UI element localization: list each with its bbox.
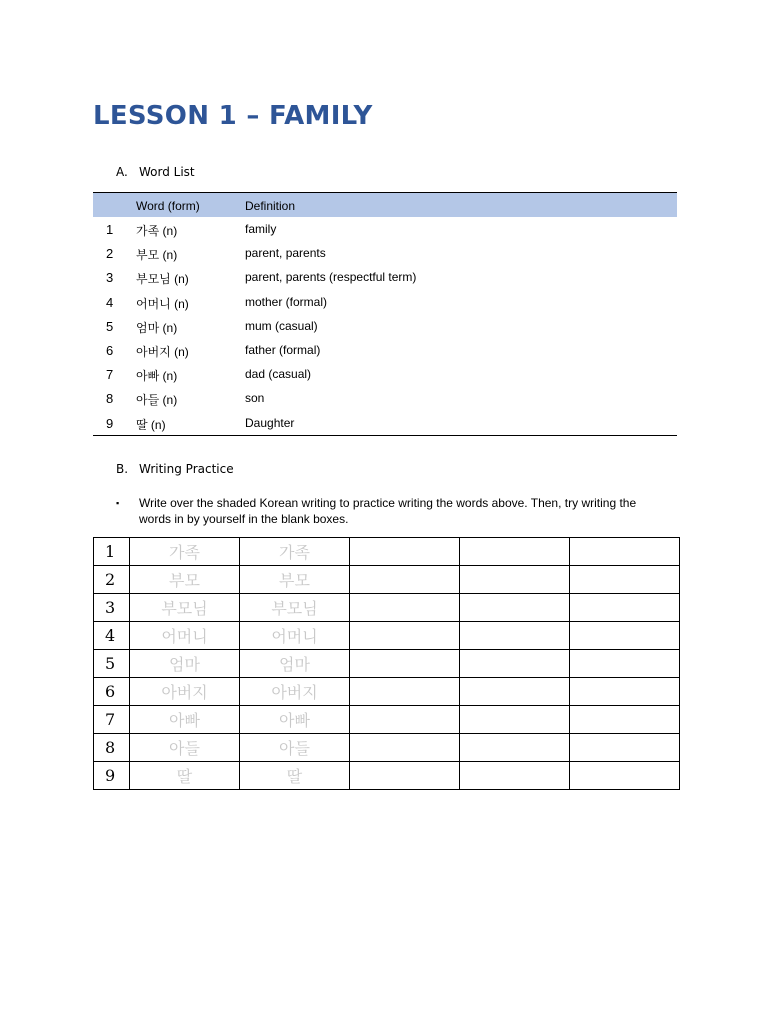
section-b-heading (116, 462, 234, 476)
practice-row (94, 734, 680, 762)
word-row-number: 5 (106, 318, 114, 334)
practice-row-number: 3 (94, 594, 130, 622)
word-row-word: 아들 (n) (136, 393, 178, 408)
blank-writing-cell[interactable] (460, 566, 570, 594)
blank-writing-cell[interactable] (570, 622, 680, 650)
practice-row-number: 4 (94, 622, 130, 650)
blank-writing-cell[interactable] (350, 734, 460, 762)
trace-word-cell[interactable]: 부모님 (130, 594, 240, 622)
word-table-row (93, 265, 677, 289)
blank-writing-cell[interactable] (460, 622, 570, 650)
word-row-definition: mum (casual) (245, 318, 318, 333)
practice-row-number: 7 (94, 706, 130, 734)
word-table-row (93, 338, 677, 362)
blank-writing-cell[interactable] (350, 762, 460, 790)
blank-writing-cell[interactable] (350, 706, 460, 734)
section-a-letter: A. (116, 165, 128, 179)
word-row-word: 부모님 (n) (136, 272, 189, 287)
word-row-word: 아버지 (n) (136, 344, 189, 359)
word-row-word: 아빠 (n) (136, 369, 178, 384)
word-row-definition: parent, parents (respectful term) (245, 270, 417, 285)
word-row-definition: son (245, 391, 265, 406)
blank-writing-cell[interactable] (460, 650, 570, 678)
trace-word-cell[interactable]: 엄마 (240, 650, 350, 678)
word-row-definition: mother (formal) (245, 294, 328, 309)
word-row-number: 7 (106, 367, 114, 383)
blank-writing-cell[interactable] (350, 678, 460, 706)
trace-word-cell[interactable]: 아버지 (130, 678, 240, 706)
word-row-word: 부모 (n) (136, 248, 178, 263)
section-a-heading (116, 165, 195, 179)
word-table-header (93, 193, 677, 217)
blank-writing-cell[interactable] (570, 538, 680, 566)
practice-row (94, 622, 680, 650)
trace-word-cell[interactable]: 가족 (130, 538, 240, 566)
blank-writing-cell[interactable] (570, 706, 680, 734)
blank-writing-cell[interactable] (570, 678, 680, 706)
blank-writing-cell[interactable] (460, 678, 570, 706)
blank-writing-cell[interactable] (460, 594, 570, 622)
blank-writing-cell[interactable] (570, 566, 680, 594)
blank-writing-cell[interactable] (350, 650, 460, 678)
word-table-row (93, 241, 677, 265)
word-row-number: 3 (106, 270, 114, 286)
trace-word-cell[interactable]: 딸 (240, 762, 350, 790)
blank-writing-cell[interactable] (570, 762, 680, 790)
section-b-letter: B. (116, 462, 129, 476)
word-row-definition: family (245, 222, 277, 236)
practice-row-number: 8 (94, 734, 130, 762)
word-row-number: 8 (106, 391, 114, 407)
word-row-word: 가족 (n) (136, 224, 178, 238)
word-row-word: 엄마 (n) (136, 320, 178, 335)
blank-writing-cell[interactable] (460, 762, 570, 790)
practice-row (94, 650, 680, 678)
word-table-row (93, 290, 677, 314)
practice-row-number: 6 (94, 678, 130, 706)
trace-word-cell[interactable]: 딸 (130, 762, 240, 790)
word-row-number: 1 (106, 222, 114, 237)
trace-word-cell[interactable]: 엄마 (130, 650, 240, 678)
word-row-number: 9 (106, 415, 114, 431)
section-a-title: Word List (139, 165, 195, 179)
page-title: LESSON 1 – FAMILY (93, 101, 373, 131)
word-table-row (93, 314, 677, 338)
blank-writing-cell[interactable] (570, 734, 680, 762)
header-word-form: Word (form) (136, 199, 200, 213)
practice-row (94, 678, 680, 706)
word-row-definition: dad (casual) (245, 367, 312, 382)
word-row-number: 2 (106, 246, 114, 262)
trace-word-cell[interactable]: 아들 (240, 734, 350, 762)
practice-row (94, 538, 680, 566)
trace-word-cell[interactable]: 아빠 (240, 706, 350, 734)
word-list-table (93, 192, 677, 436)
trace-word-cell[interactable]: 부모님 (240, 594, 350, 622)
blank-writing-cell[interactable] (350, 622, 460, 650)
trace-word-cell[interactable]: 아버지 (240, 678, 350, 706)
practice-row (94, 762, 680, 790)
trace-word-cell[interactable]: 아빠 (130, 706, 240, 734)
practice-row-number: 1 (94, 538, 130, 566)
blank-writing-cell[interactable] (350, 594, 460, 622)
blank-writing-cell[interactable] (460, 706, 570, 734)
word-row-word: 딸 (n) (136, 417, 166, 432)
blank-writing-cell[interactable] (570, 650, 680, 678)
instruction-bullet (116, 495, 656, 527)
instruction-text: Write over the shaded Korean writing to practice writing the words above. Then, try writing the words in by yourself in the blank boxes. (139, 496, 637, 526)
word-row-definition: father (formal) (245, 342, 321, 357)
trace-word-cell[interactable]: 아들 (130, 734, 240, 762)
blank-writing-cell[interactable] (460, 538, 570, 566)
section-b-title: Writing Practice (139, 462, 234, 476)
writing-practice-grid (93, 537, 680, 790)
practice-row-number: 5 (94, 650, 130, 678)
practice-row-number: 9 (94, 762, 130, 790)
blank-writing-cell[interactable] (570, 594, 680, 622)
practice-row (94, 594, 680, 622)
blank-writing-cell[interactable] (350, 538, 460, 566)
bullet-icon: ▪ (116, 498, 120, 508)
word-table-row (93, 362, 677, 386)
blank-writing-cell[interactable] (350, 566, 460, 594)
word-row-word: 어머니 (n) (136, 296, 189, 311)
trace-word-cell[interactable]: 어머니 (130, 622, 240, 650)
word-table-row (93, 217, 677, 241)
trace-word-cell[interactable]: 부모 (130, 566, 240, 594)
word-table-row (93, 386, 677, 410)
blank-writing-cell[interactable] (460, 734, 570, 762)
trace-word-cell[interactable]: 어머니 (240, 622, 350, 650)
word-row-number: 4 (106, 294, 114, 310)
practice-row (94, 566, 680, 594)
practice-row-number: 2 (94, 566, 130, 594)
word-row-definition: parent, parents (245, 246, 326, 261)
word-table-row (93, 411, 677, 435)
word-row-definition: Daughter (245, 415, 295, 430)
header-definition: Definition (245, 199, 296, 213)
trace-word-cell[interactable]: 가족 (240, 538, 350, 566)
trace-word-cell[interactable]: 부모 (240, 566, 350, 594)
word-row-number: 6 (106, 342, 114, 358)
practice-row (94, 706, 680, 734)
